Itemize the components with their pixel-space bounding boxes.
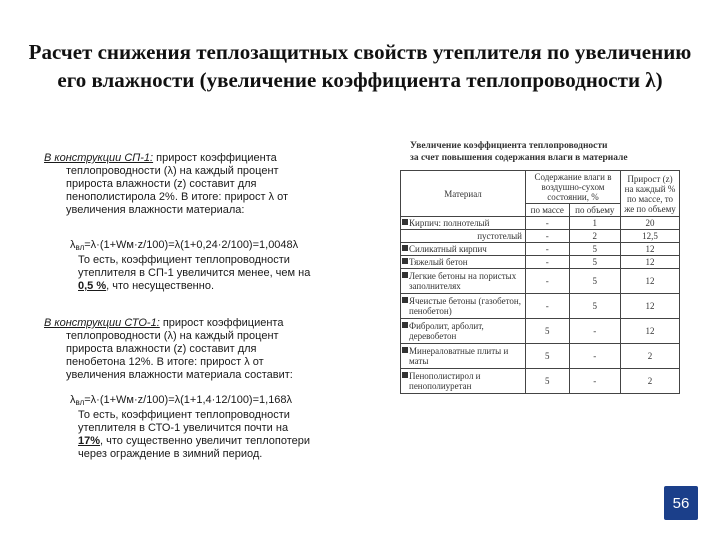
cell-increase: 12 xyxy=(621,294,680,319)
header-increase: Прирост (z) на каждый % по массе, то же по объему xyxy=(621,171,680,217)
cell-material: Кирпич: полнотелый xyxy=(401,217,526,230)
sto1-line1: прирост коэффициента xyxy=(159,317,284,329)
caption-line: Увеличение коэффициента теплопроводности xyxy=(410,141,608,151)
bullet-square-icon xyxy=(402,372,408,378)
header-material: Материал xyxy=(401,171,526,217)
cell-mass: - xyxy=(526,217,570,230)
cell-mass: - xyxy=(526,230,570,243)
formula-expression: =λ·(1+Wм·z/100)=λ(1+0,24·2/100)=1,0048λ xyxy=(84,239,299,251)
cell-mass: - xyxy=(526,294,570,319)
table-row xyxy=(401,243,680,256)
caption-line: за счет повышения содержания влаги в материале xyxy=(410,153,628,163)
cell-material: Минераловатные плиты и маты xyxy=(401,344,526,369)
sto1-after-line: утеплителя в СТО-1 увеличится почти на xyxy=(78,422,289,434)
cell-material: Пенополистирол и пенополиуретан xyxy=(401,369,526,394)
cell-volume: 5 xyxy=(569,294,620,319)
sp1-line: пенополистирола 2%. В итоге: прирост λ от xyxy=(66,191,289,203)
bullet-square-icon xyxy=(402,245,408,251)
sto1-after-line: То есть, коэффициент теплопроводности xyxy=(78,409,290,421)
table-row xyxy=(401,269,680,294)
cell-material: Тяжелый бетон xyxy=(401,256,526,269)
cell-increase: 12,5 xyxy=(621,230,680,243)
cell-volume: 2 xyxy=(569,230,620,243)
cell-increase: 2 xyxy=(621,344,680,369)
cell-volume: 5 xyxy=(569,269,620,294)
moisture-table xyxy=(400,170,680,394)
sto1-intro xyxy=(44,317,364,330)
cell-increase: 2 xyxy=(621,369,680,394)
bullet-square-icon xyxy=(402,347,408,353)
sp1-tail: , что несущественно. xyxy=(106,280,215,292)
cell-mass: 5 xyxy=(526,319,570,344)
formula-lambda: λ xyxy=(70,394,76,406)
cell-increase: 12 xyxy=(621,256,680,269)
bullet-square-icon xyxy=(402,322,408,328)
sp1-heading: В конструкции СП-1: xyxy=(44,152,154,164)
slide-title: Расчет снижения теплозащитных свойств утеплителя по увеличению его влажности (увеличение коэффициента теплопроводности λ) xyxy=(28,40,692,92)
sto1-formula xyxy=(44,394,364,409)
sp1-line1: прирост коэффициента xyxy=(153,152,277,164)
cell-volume: - xyxy=(569,319,620,344)
cell-material: Легкие бетоны на пористых заполнителях xyxy=(401,269,526,294)
cell-mass: - xyxy=(526,243,570,256)
sto1-conclusion xyxy=(44,435,364,448)
table-row xyxy=(401,256,680,269)
cell-mass: - xyxy=(526,269,570,294)
cell-increase: 20 xyxy=(621,217,680,230)
sp1-after-line: То есть, коэффициент теплопроводности xyxy=(78,254,290,266)
table-row xyxy=(401,217,680,230)
bullet-square-icon xyxy=(402,219,408,225)
sto1-line: пенобетона 12%. В итоге: прирост λ от xyxy=(66,356,264,368)
sto1-line: увеличения влажности материала составит: xyxy=(66,369,293,381)
table-row xyxy=(401,369,680,394)
formula-subscript: вл xyxy=(75,398,85,407)
cell-volume: - xyxy=(569,369,620,394)
table-caption xyxy=(410,140,680,164)
table-row xyxy=(401,319,680,344)
sto1-emphasis: 17% xyxy=(78,435,101,447)
bullet-square-icon xyxy=(402,297,408,303)
sp1-emphasis: 0,5 % xyxy=(78,280,107,292)
cell-volume: 5 xyxy=(569,256,620,269)
sp1-line: увеличения влажности материала: xyxy=(66,204,245,216)
formula-lambda: λ xyxy=(70,239,76,251)
cell-mass: 5 xyxy=(526,369,570,394)
sto1-line: прироста влажности (z) составит для xyxy=(66,343,257,355)
sto1-line: теплопроводности (λ) на каждый процент xyxy=(66,330,279,342)
page-number-badge: 56 xyxy=(664,486,698,520)
cell-increase: 12 xyxy=(621,243,680,256)
cell-mass: - xyxy=(526,256,570,269)
sp1-after-line: утеплителя в СП-1 увеличится менее, чем на xyxy=(78,267,311,279)
bullet-square-icon xyxy=(402,258,408,264)
sto1-heading: В конструкции СТО-1: xyxy=(44,317,160,329)
formula-expression: =λ·(1+Wм·z/100)=λ(1+1,4·12/100)=1,168λ xyxy=(84,394,293,406)
bullet-square-icon xyxy=(402,272,408,278)
cell-volume: 1 xyxy=(569,217,620,230)
header-moisture: Содержание влаги в воздушно-сухом состоянии, % xyxy=(526,171,621,204)
cell-increase: 12 xyxy=(621,269,680,294)
cell-increase: 12 xyxy=(621,319,680,344)
cell-material: Фибролит, арболит, деревобетон xyxy=(401,319,526,344)
header-by-mass: по массе xyxy=(526,204,570,217)
sp1-line: прироста влажности (z) составит для xyxy=(66,178,257,190)
cell-material: Ячеистые бетоны (газобетон, пенобетон) xyxy=(401,294,526,319)
cell-material: пустотелый xyxy=(401,230,526,243)
table-row xyxy=(401,294,680,319)
header-by-volume: по объему xyxy=(569,204,620,217)
sp1-line: теплопроводности (λ) на каждый процент xyxy=(66,165,279,177)
table-row xyxy=(401,344,680,369)
sp1-intro xyxy=(44,152,364,165)
sto1-tail: , что существенно увеличит теплопотери xyxy=(100,435,310,447)
calculation-text xyxy=(44,152,364,461)
sp1-conclusion xyxy=(44,280,364,293)
sto1-last-line: через ограждение в зимний период. xyxy=(78,448,263,460)
cell-volume: - xyxy=(569,344,620,369)
cell-material: Силикатный кирпич xyxy=(401,243,526,256)
cell-mass: 5 xyxy=(526,344,570,369)
sp1-formula xyxy=(44,239,364,254)
cell-volume: 5 xyxy=(569,243,620,256)
formula-subscript: вл xyxy=(75,243,85,252)
table-row xyxy=(401,230,680,243)
